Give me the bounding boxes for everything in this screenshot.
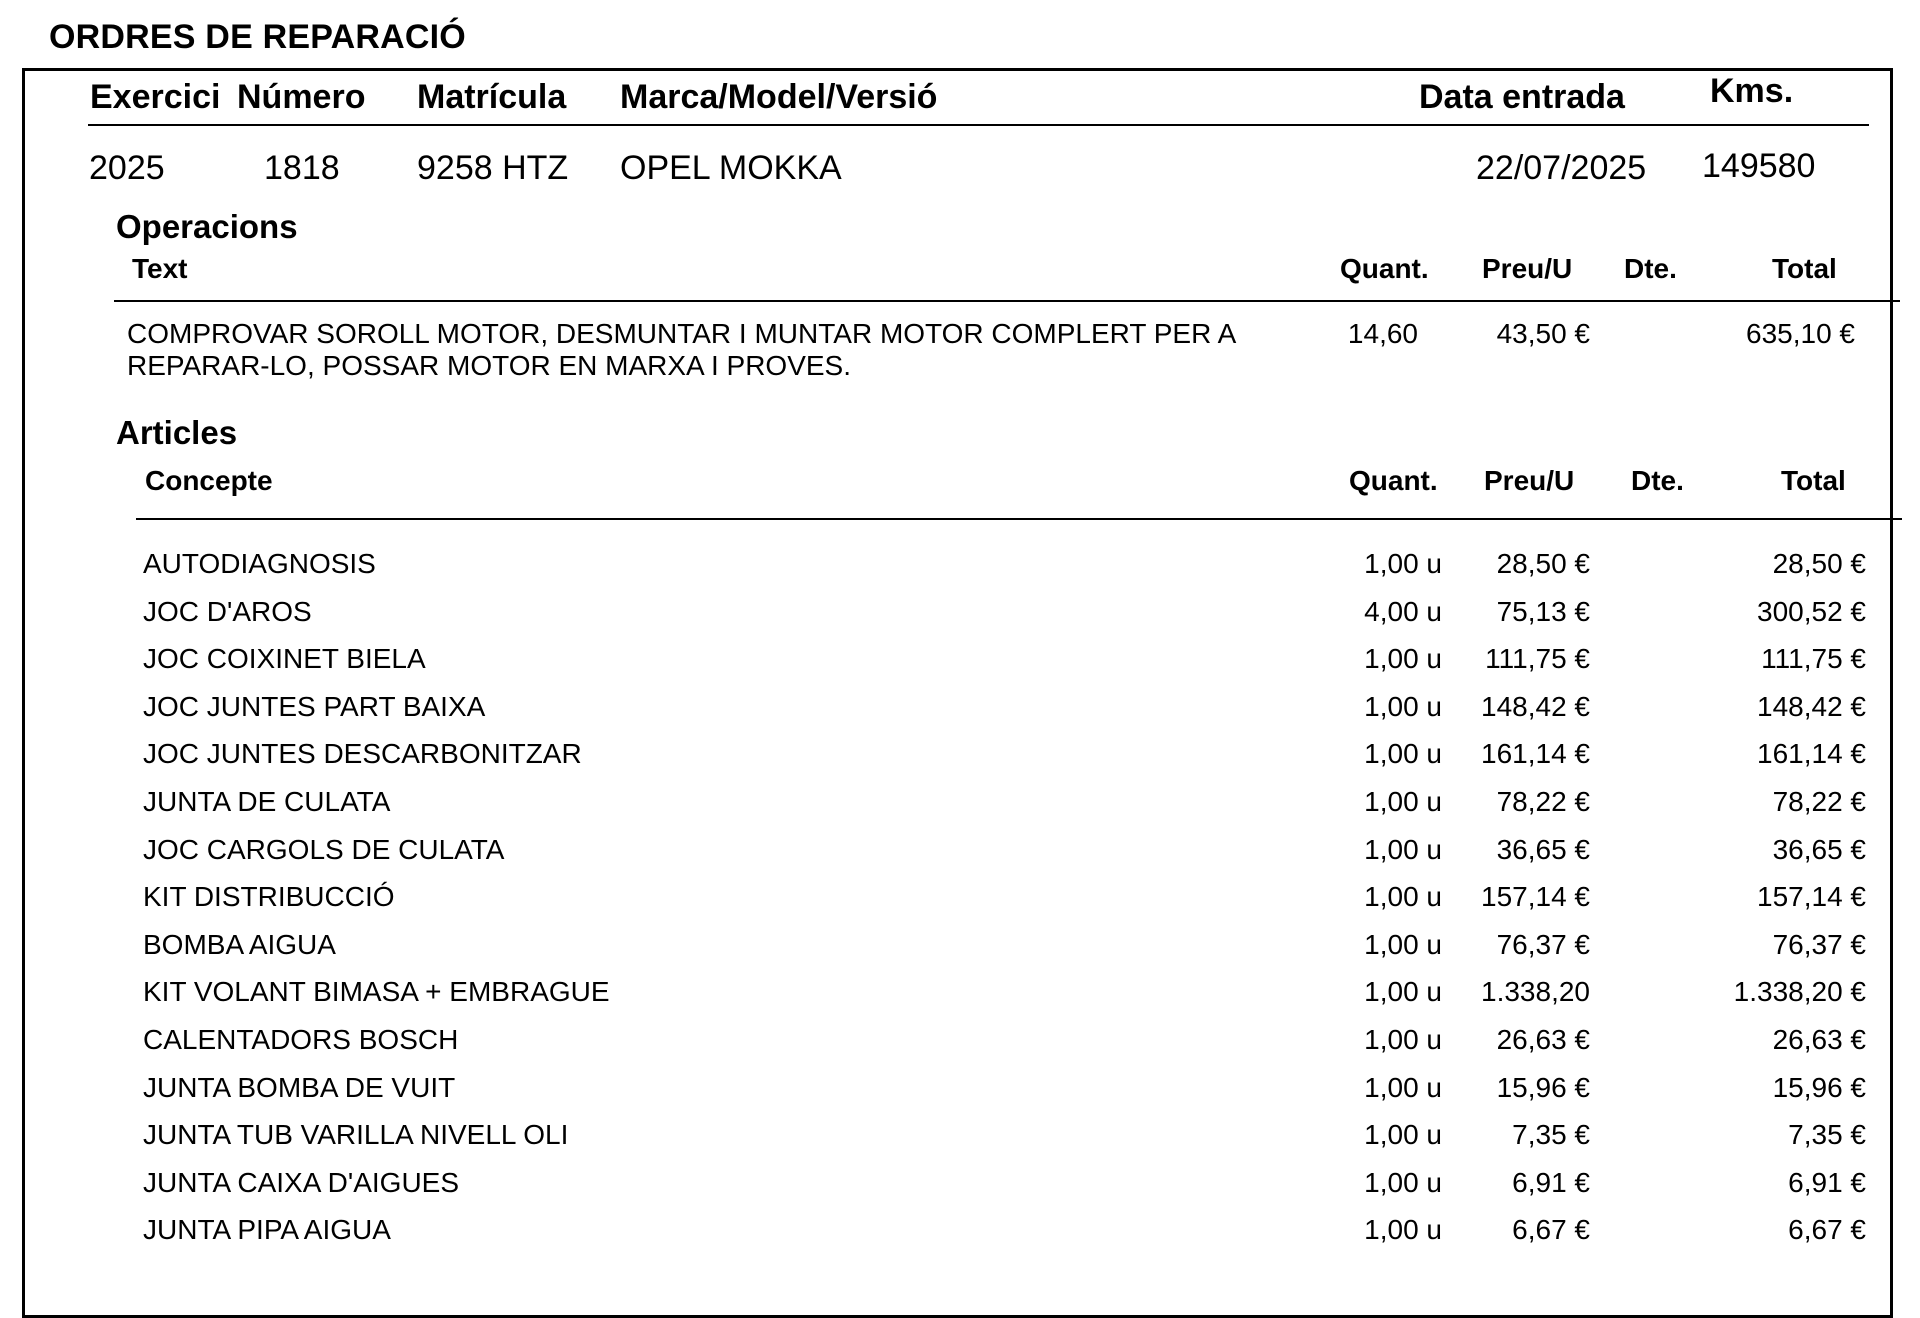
article-concepte: JUNTA CAIXA D'AIGUES xyxy=(143,1166,460,1198)
table-row xyxy=(0,1119,1920,1159)
article-concepte: JOC JUNTES PART BAIXA xyxy=(143,690,486,722)
article-total: 1.338,20 € xyxy=(1733,976,1866,1008)
op-col-preu: Preu/U xyxy=(1482,253,1573,284)
article-concepte: KIT VOLANT BIMASA + EMBRAGUE xyxy=(143,976,610,1008)
article-total: 15,96 € xyxy=(1772,1071,1866,1103)
label-matricula: Matrícula xyxy=(417,78,567,116)
article-quant: 1,00 u xyxy=(1364,881,1442,913)
article-quant: 1,00 u xyxy=(1364,738,1442,770)
article-quant: 1,00 u xyxy=(1364,1214,1442,1246)
art-col-quant: Quant. xyxy=(1349,465,1438,496)
article-concepte: JOC CARGOLS DE CULATA xyxy=(143,833,505,865)
art-col-concepte: Concepte xyxy=(145,465,273,496)
article-total: 76,37 € xyxy=(1772,928,1866,960)
table-row xyxy=(0,596,1920,636)
article-quant: 1,00 u xyxy=(1364,976,1442,1008)
article-total: 7,35 € xyxy=(1788,1119,1866,1151)
value-kms: 149580 xyxy=(1702,147,1816,185)
op-row-total: 635,10 € xyxy=(1746,318,1855,349)
table-row xyxy=(0,1072,1920,1112)
table-row xyxy=(0,929,1920,969)
table-row xyxy=(0,976,1920,1016)
table-row xyxy=(0,1024,1920,1064)
article-quant: 1,00 u xyxy=(1364,1071,1442,1103)
art-col-total: Total xyxy=(1781,465,1846,496)
label-data-entrada: Data entrada xyxy=(1419,78,1625,116)
article-concepte: CALENTADORS BOSCH xyxy=(143,1024,459,1055)
article-quant: 1,00 u xyxy=(1364,833,1442,865)
article-preu: 111,75 € xyxy=(1485,643,1590,675)
article-concepte: JUNTA TUB VARILLA NIVELL OLI xyxy=(143,1119,569,1151)
document-title: ORDRES DE REPARACIÓ xyxy=(49,18,466,56)
article-concepte: JUNTA PIPA AIGUA xyxy=(143,1214,391,1246)
article-concepte: KIT DISTRIBUCCIÓ xyxy=(143,881,395,913)
article-preu: 161,14 € xyxy=(1481,738,1590,770)
article-preu: 148,42 € xyxy=(1481,690,1590,722)
article-quant: 1,00 u xyxy=(1364,1166,1442,1198)
table-row xyxy=(0,881,1920,921)
op-col-dte: Dte. xyxy=(1624,253,1677,284)
table-row xyxy=(0,786,1920,826)
article-total: 78,22 € xyxy=(1772,786,1866,817)
article-total: 36,65 € xyxy=(1772,833,1866,865)
article-total: 6,91 € xyxy=(1788,1166,1866,1198)
op-col-quant: Quant. xyxy=(1340,253,1429,284)
article-total: 28,50 € xyxy=(1772,548,1866,579)
article-quant: 1,00 u xyxy=(1364,928,1442,960)
art-col-dte: Dte. xyxy=(1631,465,1684,496)
label-marca-model-versio: Marca/Model/Versió xyxy=(620,78,938,116)
article-preu: 1.338,20 xyxy=(1481,976,1590,1008)
article-preu: 15,96 € xyxy=(1496,1071,1590,1103)
article-preu: 26,63 € xyxy=(1496,1024,1590,1055)
table-row xyxy=(0,738,1920,778)
article-preu: 36,65 € xyxy=(1496,833,1590,865)
article-concepte: BOMBA AIGUA xyxy=(143,928,336,960)
article-total: 157,14 € xyxy=(1757,881,1866,913)
table-row xyxy=(0,643,1920,683)
table-row xyxy=(0,691,1920,731)
article-preu: 157,14 € xyxy=(1481,881,1590,913)
article-quant: 1,00 u xyxy=(1364,1024,1442,1055)
value-marca-model: OPEL MOKKA xyxy=(620,149,842,187)
articles-rule xyxy=(136,518,1902,520)
value-data-entrada: 22/07/2025 xyxy=(1476,149,1647,187)
value-numero: 1818 xyxy=(264,149,340,187)
value-matricula: 9258 HTZ xyxy=(417,149,569,187)
article-total: 148,42 € xyxy=(1757,690,1866,722)
section-title-operacions: Operacions xyxy=(116,208,298,245)
table-row xyxy=(0,548,1920,588)
article-total: 111,75 € xyxy=(1761,643,1866,675)
value-exercici: 2025 xyxy=(89,149,165,187)
op-row-quant: 14,60 xyxy=(1347,318,1418,349)
op-col-total: Total xyxy=(1772,253,1837,284)
op-row-text: COMPROVAR SOROLL MOTOR, DESMUNTAR I MUNTAR MOTOR COMPLERT PER A REPARAR-LO, POSSAR MOTOR EN MARXA I PROVES. xyxy=(127,318,1235,381)
article-quant: 1,00 u xyxy=(1364,643,1442,675)
article-preu: 28,50 € xyxy=(1496,548,1590,579)
label-exercici: Exercici xyxy=(90,78,221,116)
article-concepte: AUTODIAGNOSIS xyxy=(143,548,376,579)
article-concepte: JOC COIXINET BIELA xyxy=(143,643,426,675)
table-row xyxy=(0,1214,1920,1254)
article-total: 161,14 € xyxy=(1757,738,1866,770)
article-preu: 78,22 € xyxy=(1496,786,1590,817)
article-concepte: JOC JUNTES DESCARBONITZAR xyxy=(143,738,582,770)
article-quant: 1,00 u xyxy=(1364,548,1442,579)
article-quant: 4,00 u xyxy=(1364,595,1442,627)
article-concepte: JUNTA BOMBA DE VUIT xyxy=(143,1071,456,1103)
article-preu: 6,91 € xyxy=(1512,1166,1590,1198)
header-rule xyxy=(88,124,1869,126)
table-row xyxy=(0,834,1920,874)
article-concepte: JOC D'AROS xyxy=(143,595,312,627)
section-title-articles: Articles xyxy=(116,414,238,451)
article-preu: 7,35 € xyxy=(1512,1119,1590,1151)
article-concepte: JUNTA DE CULATA xyxy=(143,786,391,817)
article-total: 6,67 € xyxy=(1788,1214,1866,1246)
article-quant: 1,00 u xyxy=(1364,1119,1442,1151)
article-quant: 1,00 u xyxy=(1364,786,1442,817)
label-kms: Kms. xyxy=(1710,72,1794,110)
art-col-preu: Preu/U xyxy=(1484,465,1575,496)
operacions-rule xyxy=(114,300,1900,302)
article-total: 26,63 € xyxy=(1772,1024,1866,1055)
article-preu: 75,13 € xyxy=(1496,595,1590,627)
article-total: 300,52 € xyxy=(1757,595,1866,627)
article-quant: 1,00 u xyxy=(1364,690,1442,722)
op-row-preu: 43,50 € xyxy=(1496,318,1590,349)
label-numero: Número xyxy=(237,78,366,116)
article-preu: 6,67 € xyxy=(1512,1214,1590,1246)
op-col-text: Text xyxy=(132,253,188,284)
table-row xyxy=(0,1167,1920,1207)
article-preu: 76,37 € xyxy=(1496,928,1590,960)
